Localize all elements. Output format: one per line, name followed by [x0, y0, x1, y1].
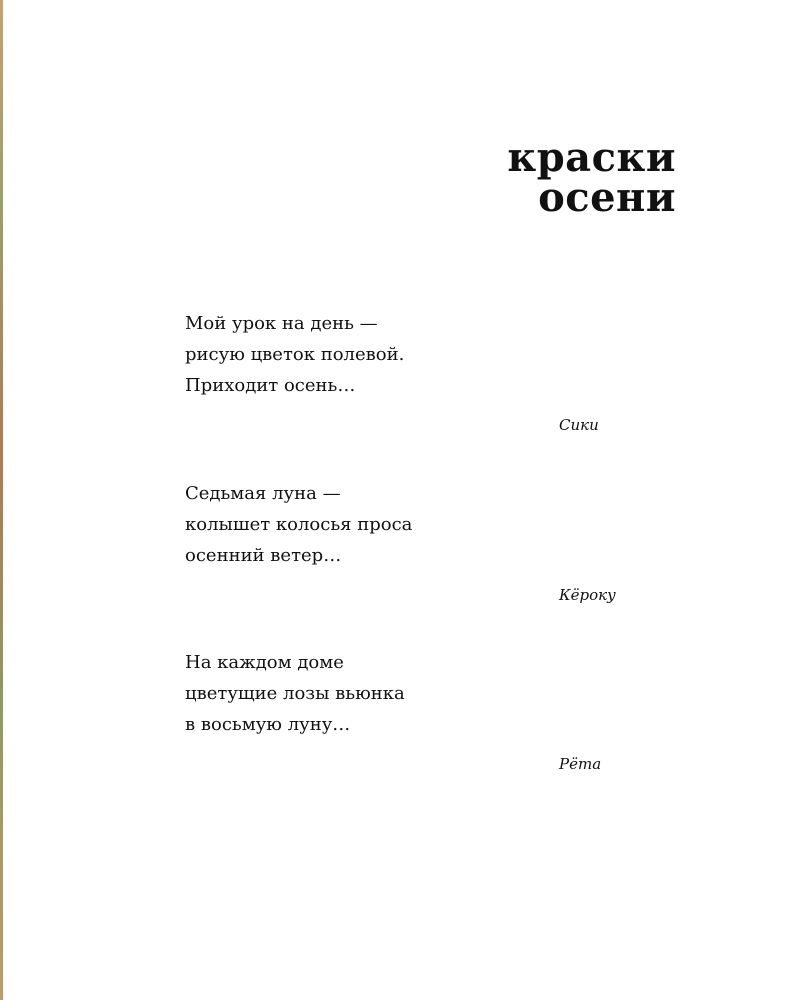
haiku-line: цветущие лозы вьюнка: [185, 683, 405, 704]
haiku-line: Приходит осень…: [185, 375, 356, 396]
haiku-line: колышет колосья проса: [185, 514, 413, 535]
haiku-block: [185, 647, 655, 773]
haiku-author: Рёта: [559, 755, 602, 773]
haiku-block: [185, 478, 655, 604]
haiku-line: в восьмую луну…: [185, 714, 351, 735]
haiku-author: Сики: [559, 416, 599, 434]
haiku-line: Седьмая луна —: [185, 483, 341, 504]
haiku-line: Мой урок на день —: [185, 313, 378, 334]
haiku-line: рисую цветок полевой.: [185, 344, 405, 365]
haiku-line: На каждом доме: [185, 652, 344, 673]
haiku-line: осенний ветер…: [185, 545, 342, 566]
page-edge-strip: [0, 0, 3, 1000]
haiku-block: [185, 308, 655, 434]
page-title-line: краски: [507, 134, 676, 181]
haiku-author: Кёроку: [559, 586, 616, 604]
page-title-line: осени: [538, 174, 676, 221]
page-title: [507, 134, 676, 221]
